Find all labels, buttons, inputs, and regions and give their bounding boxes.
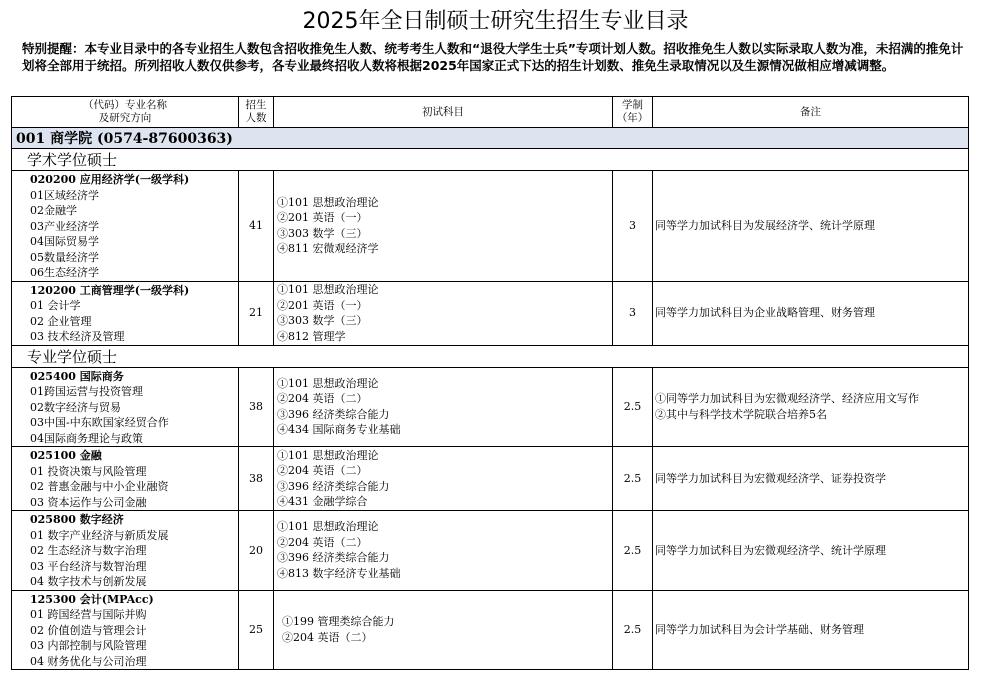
direction-item: 04国际商务理论与政策 <box>30 431 143 445</box>
notice-text: 特别提醒：本专业目录中的各专业招生人数包含招收推免生人数、统考考生人数和“退役大学生士兵”专项计划人数。招收推免生人数以实际录取人数为准，未招满的推免计划将全部用于统招。所列招收人数仅供参考，各专业最终招收人数将根据2025年国家正式下达的招生计划数、推免生录取情况以及生源情况做相应增减调整。 <box>22 41 964 73</box>
remark-line: 同等学力加试科目为发展经济学、统计学原理 <box>655 219 875 232</box>
study-years: 2.5 <box>613 447 653 511</box>
header-years-line2: （年） <box>616 112 649 124</box>
major-name-cell <box>12 511 239 591</box>
major-code: 025800 数字经济 <box>30 513 124 526</box>
exam-subject: ②204 英语（二） <box>277 535 368 549</box>
direction-item: 04 财务优化与公司治理 <box>30 654 147 668</box>
direction-item: 02金融学 <box>30 204 77 217</box>
section-row-academic <box>12 149 969 171</box>
exam-subject: ③303 数学（三） <box>277 226 368 240</box>
direction-item: 01 数字产业经济与新质发展 <box>30 528 169 542</box>
direction-item: 01区域经济学 <box>30 188 99 202</box>
table-row <box>12 281 969 345</box>
exam-subject: ①101 思想政治理论 <box>277 283 379 296</box>
enrollment-count: 38 <box>239 447 274 511</box>
exam-subjects-cell <box>274 511 613 591</box>
direction-item: 02 企业管理 <box>30 314 92 328</box>
exam-subject: ④813 数字经济专业基础 <box>277 566 401 580</box>
remarks-cell <box>653 281 969 345</box>
major-name-cell <box>12 367 239 447</box>
remark-line: 同等学力加试科目为会计学基础、财务管理 <box>655 623 864 636</box>
table-row <box>12 447 969 511</box>
remarks-cell <box>653 590 969 670</box>
exam-subject: ②204 英语（二） <box>277 464 368 477</box>
remark-line: ①同等学力加试科目为宏微观经济学、经济应用文写作 <box>655 392 919 406</box>
remark-line: 同等学力加试科目为宏微观经济学、统计学原理 <box>655 543 886 557</box>
exam-subject: ④811 宏微观经济学 <box>277 242 379 256</box>
remarks-cell <box>653 367 969 447</box>
exam-subject: ③303 数学（三） <box>277 314 368 327</box>
remark-line: 同等学力加试科目为宏微观经济学、证券投资学 <box>655 471 886 485</box>
exam-subject: ③396 经济类综合能力 <box>277 407 390 421</box>
header-years-line1: 学制 <box>622 99 643 111</box>
study-years: 2.5 <box>613 511 653 591</box>
exam-subject: ③396 经济类综合能力 <box>277 551 390 565</box>
direction-item: 02 价值创造与管理会计 <box>30 623 147 637</box>
exam-subjects-cell <box>274 447 613 511</box>
major-name-cell <box>12 281 239 345</box>
direction-item: 02 普惠金融与中小企业融资 <box>30 480 169 493</box>
remark-line: ②其中与科学技术学院联合培养5名 <box>655 407 827 421</box>
remarks-cell <box>653 511 969 591</box>
header-enrollment <box>239 97 274 128</box>
exam-subject: ①101 思想政治理论 <box>277 195 379 209</box>
direction-item: 01 跨国经营与国际并购 <box>30 608 147 621</box>
direction-item: 03中国-中东欧国家经贸合作 <box>30 416 169 429</box>
enrollment-count: 25 <box>239 590 274 670</box>
enrollment-count: 38 <box>239 367 274 447</box>
direction-item: 01 投资决策与风险管理 <box>30 464 147 478</box>
direction-item: 03 技术经济及管理 <box>30 330 125 343</box>
major-catalog-table <box>11 96 969 670</box>
section-academic-label: 学术学位硕士 <box>12 149 969 171</box>
exam-subject: ②201 英语（一） <box>277 211 368 225</box>
major-name-cell <box>12 590 239 670</box>
major-name-cell <box>12 447 239 511</box>
exam-subject: ①199 管理类综合能力 <box>282 615 395 629</box>
table-header-row <box>12 97 969 128</box>
study-years: 3 <box>613 281 653 345</box>
direction-item: 03 内部控制与风险管理 <box>30 639 147 652</box>
direction-item: 02数字经济与贸易 <box>30 400 121 414</box>
direction-item: 05数量经济学 <box>30 250 99 264</box>
study-years: 3 <box>613 171 653 282</box>
direction-item: 06生态经济学 <box>30 266 99 279</box>
section-row-professional <box>12 345 969 367</box>
direction-item: 03 资本运作与公司金融 <box>30 495 147 509</box>
table-row <box>12 590 969 670</box>
exam-subjects-cell <box>274 367 613 447</box>
direction-item: 02 生态经济与数字治理 <box>30 544 147 557</box>
exam-subject: ①101 思想政治理论 <box>277 448 379 462</box>
major-code: 020200 应用经济学(一级学科) <box>30 173 190 186</box>
exam-subject: ④434 国际商务专业基础 <box>277 423 401 437</box>
header-major-name <box>12 97 239 128</box>
enrollment-count: 41 <box>239 171 274 282</box>
header-years <box>613 97 653 128</box>
direction-item: 03 平台经济与数智治理 <box>30 559 147 573</box>
remarks-cell <box>653 447 969 511</box>
direction-item: 03产业经济学 <box>30 219 99 233</box>
header-major-name-line2: 及研究方向 <box>98 112 152 124</box>
header-major-name-line1: （代码）专业名称 <box>83 99 167 111</box>
header-remarks: 备注 <box>653 97 969 128</box>
header-enrollment-line1: 招生 <box>245 99 267 111</box>
major-code: 125300 会计(MPAcc) <box>30 592 154 606</box>
header-subjects: 初试科目 <box>274 97 613 128</box>
major-code: 025100 金融 <box>30 449 102 462</box>
study-years: 2.5 <box>613 367 653 447</box>
table-row <box>12 367 969 447</box>
enrollment-count: 20 <box>239 511 274 591</box>
header-enrollment-line2: 人数 <box>245 112 267 124</box>
remark-line: 同等学力加试科目为企业战略管理、财务管理 <box>655 306 875 320</box>
direction-item: 04 数字技术与创新发展 <box>30 575 147 588</box>
exam-subject: ①101 思想政治理论 <box>277 376 379 390</box>
direction-item: 01跨国运营与投资管理 <box>30 385 143 398</box>
direction-item: 01 会计学 <box>30 299 81 312</box>
exam-subject: ②201 英语（一） <box>277 298 368 312</box>
study-years: 2.5 <box>613 590 653 670</box>
exam-subjects-cell <box>274 590 613 670</box>
major-code: 120200 工商管理学(一级学科) <box>30 283 190 297</box>
enrollment-count: 21 <box>239 281 274 345</box>
exam-subject: ①101 思想政治理论 <box>277 520 379 534</box>
table-row <box>12 511 969 591</box>
exam-subject: ④431 金融学综合 <box>277 495 368 508</box>
exam-subject: ②204 英语（二） <box>282 630 373 644</box>
major-code: 025400 国际商务 <box>30 369 124 383</box>
remarks-cell <box>653 171 969 282</box>
college-row <box>12 128 969 149</box>
direction-item: 04国际贸易学 <box>30 235 99 248</box>
table-row <box>12 171 969 282</box>
exam-subjects-cell <box>274 281 613 345</box>
exam-subject: ④812 管理学 <box>277 329 346 343</box>
exam-subject: ②204 英语（二） <box>277 392 368 406</box>
major-name-cell <box>12 171 239 282</box>
college-name: 001 商学院 (0574-87600363) <box>12 128 969 149</box>
section-professional-label: 专业学位硕士 <box>12 345 969 367</box>
exam-subjects-cell <box>274 171 613 282</box>
page-title: 2025年全日制硕士研究生招生专业目录 <box>302 9 689 34</box>
exam-subject: ③396 经济类综合能力 <box>277 479 390 493</box>
